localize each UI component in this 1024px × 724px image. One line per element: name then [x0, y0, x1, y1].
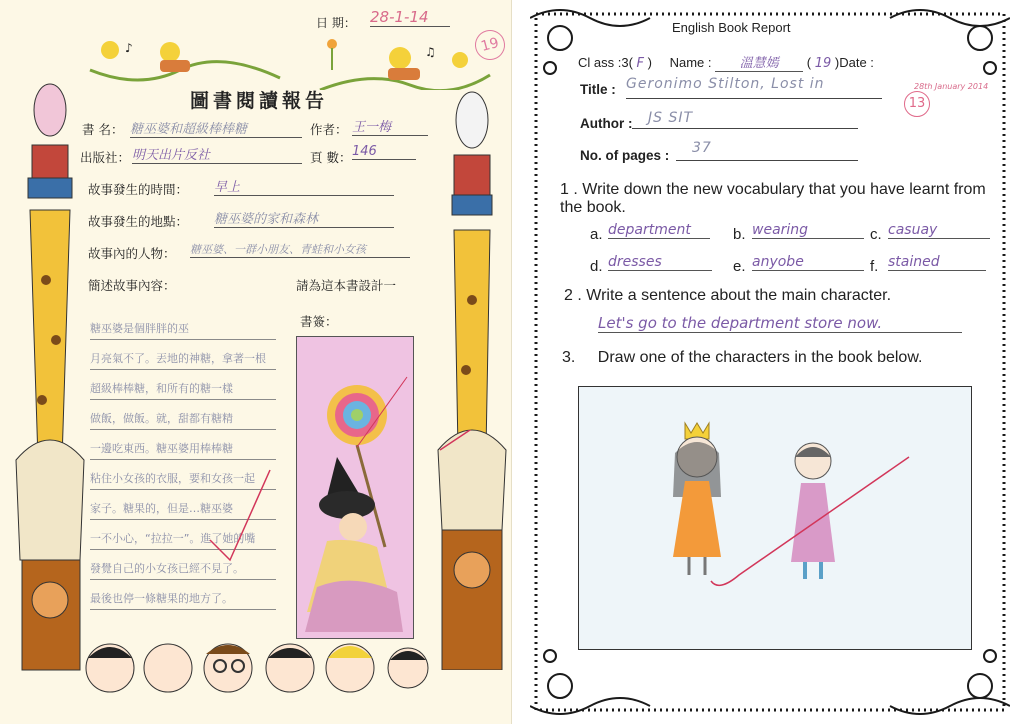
- class-label: Cl ass :3(: [578, 55, 633, 70]
- summary-line: 一邊吃東西。糖巫婆用棒棒糖: [90, 430, 276, 460]
- title-line: [626, 98, 882, 99]
- question-2-text: Write a sentence about the main character.: [586, 287, 892, 304]
- student-number-value: 19: [814, 56, 832, 71]
- vocab-word: dresses: [608, 254, 712, 271]
- summary-line: 超級棒棒糖，和所有的糖一樣: [90, 370, 276, 400]
- author-label-en: Author :: [580, 116, 633, 131]
- english-date-value: 28th January 2014: [914, 82, 989, 91]
- date-value: 28-1-14: [370, 8, 450, 27]
- time-value: 早上: [214, 176, 394, 196]
- report-header: English Book Report: [672, 20, 791, 35]
- red-correction-marks: [60, 430, 510, 570]
- student-info-row: Cl ass :3( F ) Name : 溫慧嫣 ( 19 )Date :: [578, 52, 874, 72]
- score-circle: 19: [472, 27, 509, 64]
- svg-text:♫: ♫: [425, 45, 436, 59]
- characters-drawing: [579, 387, 972, 650]
- author-value-en: JS SIT: [648, 110, 694, 126]
- vocab-letter: b.: [733, 226, 746, 243]
- children-faces-decoration: [80, 628, 430, 708]
- book-title-value: 糖巫婆和超級棒棒糖: [130, 118, 302, 138]
- characters-label: 故事內的人物：: [88, 246, 176, 261]
- english-score: 13: [904, 91, 930, 117]
- characters-value: 糖巫婆、一群小朋友、青蛙和小女孩: [190, 241, 410, 258]
- question-3-number: 3.: [562, 349, 576, 366]
- place-value: 糖巫婆的家和森林: [214, 208, 394, 228]
- question-3: [562, 349, 1002, 367]
- vocab-letter: c.: [870, 226, 882, 243]
- vocab-word: anyobe: [752, 254, 864, 271]
- pages-value-en: 37: [692, 140, 712, 156]
- title-value: Geronimo Stilton, Lost in: [626, 76, 825, 92]
- page-title: 圖書閱讀報告: [190, 90, 329, 112]
- class-value: F: [636, 56, 645, 71]
- summary-line: 粘住小女孩的衣服，要和女孩一起: [90, 460, 276, 490]
- author-label: 作者：: [310, 122, 348, 137]
- character-drawing-box: [578, 386, 972, 650]
- title-label: Title :: [580, 82, 616, 97]
- english-score-circle: [904, 82, 988, 117]
- question-1-text: Write down the new vocabulary that you have learnt from the book.: [560, 181, 986, 216]
- question-1: [560, 181, 1000, 217]
- vocab-letter: a.: [590, 226, 603, 243]
- question-1-number: 1 .: [560, 181, 578, 198]
- summary-line: 最後也停一條糖果的地方了。: [90, 580, 276, 610]
- book-title-label: 書 名：: [82, 122, 124, 137]
- left-animal-column: [10, 40, 88, 680]
- vocab-word: stained: [888, 254, 986, 271]
- summary-line: 家子。糖果的，但是…糖巫婆: [90, 490, 276, 520]
- vocab-word: wearing: [752, 222, 864, 239]
- question-3-text: Draw one of the characters in the book below.: [597, 349, 923, 366]
- place-label: 故事發生的地點：: [88, 214, 189, 229]
- design-label: 請為這本書設計一: [296, 278, 397, 293]
- pages-value: 146: [352, 144, 416, 160]
- question-2-number: 2 .: [564, 287, 582, 304]
- summary-line: 糖巫婆是個胖胖的巫: [90, 310, 276, 340]
- date-label-en: )Date :: [834, 55, 874, 70]
- vocab-word: department: [608, 222, 710, 239]
- pages-label: 頁 數：: [310, 150, 352, 165]
- vocab-letter: e.: [733, 258, 746, 275]
- summary-label: 簡述故事內容：: [88, 278, 176, 293]
- publisher-label: 出版社：: [80, 150, 131, 165]
- right-animal-column: [432, 50, 510, 670]
- summary-line: 發覺自己的小女孩已經不見了。: [90, 550, 276, 580]
- name-value: 溫慧嫣: [715, 52, 803, 72]
- summary-line: 月亮氣不了。丟地的神糖，拿著一根: [90, 340, 276, 370]
- pages-label-en: No. of pages :: [580, 148, 670, 163]
- time-label: 故事發生的時間：: [88, 182, 189, 197]
- vocab-word: casuay: [888, 222, 990, 239]
- question-2-answer: Let's go to the department store now.: [598, 314, 962, 333]
- author-value: 王一梅: [352, 116, 428, 136]
- vocab-letter: f.: [870, 258, 879, 275]
- author-line: [632, 128, 858, 129]
- bookmark-label: 書簽：: [300, 314, 338, 329]
- vocab-letter: d.: [590, 258, 603, 275]
- publisher-value: 明天出片反社: [132, 144, 302, 164]
- svg-text:♪: ♪: [125, 41, 133, 55]
- name-label: Name :: [669, 55, 712, 70]
- summary-line: 做飯，做飯。就，甜都有糖精: [90, 400, 276, 430]
- pages-line: [676, 160, 858, 161]
- summary-line: 一不小心，“拉拉一”。進了她的嘴: [90, 520, 276, 550]
- date-label: 日 期：: [316, 16, 356, 30]
- question-2: [564, 287, 1004, 305]
